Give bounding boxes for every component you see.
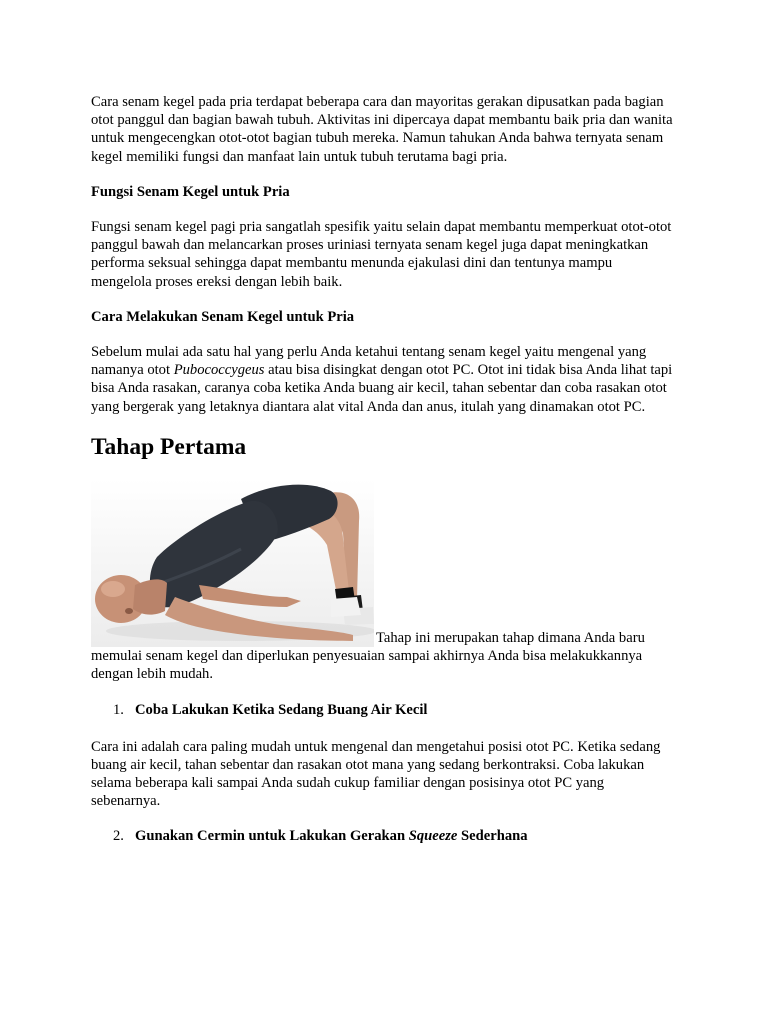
figure-caption: Tahap ini merupakan tahap dimana Anda baru memulai senam kegel dan diperlukan penyesuaian sampai akhirnya Anda bisa melakukkannya dengan lebih mudah.: [91, 629, 645, 683]
list-number: 1.: [113, 702, 124, 719]
stage-heading: Tahap Pertama: [91, 433, 247, 460]
italic-term: Squeeze: [408, 828, 458, 845]
body-text: atau bisa disingkat dengan otot PC. Otot ini tidak bisa Anda lihat tapi bisa Anda rasakan, caranya coba ketika Anda buang air kecil, tahan sebentar dan coba rasakan otot yang bergerak yang letaknya diantara alat vital Anda dan anus, itulah yang dinamakan otot PC.: [91, 362, 673, 415]
list-number: 2.: [113, 828, 124, 845]
list-item: [91, 827, 676, 845]
figure-with-caption: [91, 479, 676, 684]
title-text: Sederhana: [457, 828, 528, 845]
list-item: [91, 701, 676, 719]
list-title: [135, 827, 528, 845]
intro-paragraph: Cara senam kegel pada pria terdapat beberapa cara dan mayoritas gerakan dipusatkan pada bagian otot panggul dan bagian bawah tubuh. Aktivitas ini dipercaya dapat membantu baik pria dan wanita untuk mengecengkan otot-otot bagian tubuh mereka. Namun tahukan Anda bahwa ternyata senam kegel memiliki fungsi dan manfaat lain untuk tubuh terutama bagi pria.: [91, 94, 673, 165]
italic-term: Pubococcygeus: [173, 362, 265, 379]
section-heading-cara: Cara Melakukan Senam Kegel untuk Pria: [91, 308, 355, 325]
list-title: Coba Lakukan Ketika Sedang Buang Air Kecil: [135, 702, 428, 719]
section-body-cara: [91, 343, 676, 416]
title-text: Gunakan Cermin untuk Lakukan Gerakan: [135, 828, 409, 845]
body-text: Sebelum mulai ada satu hal yang perlu Anda ketahui tentang senam kegel yaitu mengenal yang namanya otot: [91, 344, 647, 379]
section-body-fungsi: Fungsi senam kegel pagi pria sangatlah spesifik yaitu selain dapat membantu memperkuat otot-otot panggul bawah dan melancarkan proses uriniasi ternyata senam kegel juga dapat meningkatkan performa seksual sehingga dapat membantu menunda ejakulasi dini dan tentunya mampu mengelola proses ereksi dengan lebih baik.: [91, 219, 672, 290]
section-heading-fungsi: Fungsi Senam Kegel untuk Pria: [91, 183, 290, 200]
list-item-body: Cara ini adalah cara paling mudah untuk mengenal dan mengetahui posisi otot PC. Ketika sedang buang air kecil, tahan sebentar dan rasakan otot mana yang sedang berkontraksi. Coba lakukan selama beberapa kali sampai Anda sudah cukup familiar dengan posisinya otot PC yang sebenarnya.: [91, 738, 661, 810]
exercise-photo: [91, 479, 374, 647]
document-page: [91, 93, 676, 864]
